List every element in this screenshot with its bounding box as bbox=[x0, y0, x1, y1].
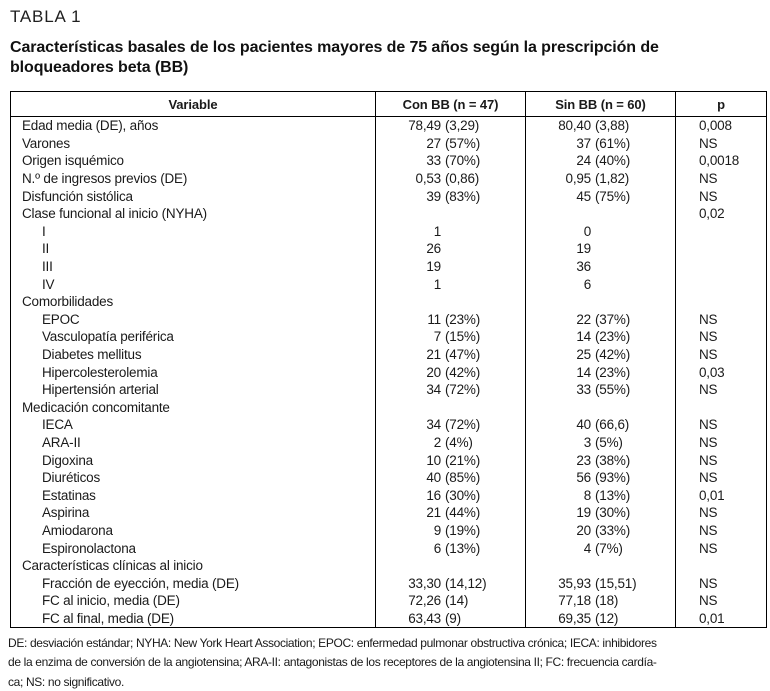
sin-bb-cell: 6 bbox=[526, 275, 676, 293]
sin-bb-cell: 36 bbox=[526, 258, 676, 276]
con-bb-cell: 63,43 (9) bbox=[376, 610, 526, 628]
table-row bbox=[11, 504, 767, 522]
variable-cell: III bbox=[42, 259, 53, 275]
col-header-p: p bbox=[676, 92, 767, 117]
sin-bb-cell: 0 bbox=[526, 223, 676, 241]
sin-bb-cell: 19 bbox=[526, 240, 676, 258]
p-value-cell: NS bbox=[676, 416, 767, 434]
p-value-cell: NS bbox=[676, 311, 767, 329]
variable-cell: Edad media (DE), años bbox=[22, 118, 159, 134]
con-bb-cell: 1 bbox=[376, 223, 526, 241]
table-row bbox=[11, 610, 767, 628]
sin-bb-cell: 80,40 (3,88) bbox=[526, 117, 676, 135]
con-bb-cell: 10 (21%) bbox=[376, 451, 526, 469]
p-value-cell bbox=[676, 293, 767, 311]
sin-bb-cell: 45 (75%) bbox=[526, 187, 676, 205]
sin-bb-cell: 37 (61%) bbox=[526, 135, 676, 153]
con-bb-cell: 26 bbox=[376, 240, 526, 258]
table-row bbox=[11, 135, 767, 153]
sin-bb-cell: 24 (40%) bbox=[526, 152, 676, 170]
con-bb-cell: 40 (85%) bbox=[376, 469, 526, 487]
table-title: Características basales de los pacientes mayores de 75 años según la prescripción de bloqueadores beta (BB) bbox=[10, 39, 659, 76]
p-value-cell: NS bbox=[676, 592, 767, 610]
table-row bbox=[11, 152, 767, 170]
con-bb-cell: 9 (19%) bbox=[376, 522, 526, 540]
footnote-line: ca; NS: no significativo. bbox=[8, 674, 124, 689]
table-header bbox=[11, 92, 767, 117]
con-bb-cell: 19 bbox=[376, 258, 526, 276]
sin-bb-cell: 23 (38%) bbox=[526, 451, 676, 469]
con-bb-cell: 27 (57%) bbox=[376, 135, 526, 153]
table-row bbox=[11, 346, 767, 364]
table-body bbox=[11, 117, 767, 628]
p-value-cell: NS bbox=[676, 539, 767, 557]
table-row bbox=[11, 240, 767, 258]
con-bb-cell: 6 (13%) bbox=[376, 539, 526, 557]
table-row bbox=[11, 311, 767, 329]
variable-cell: Diabetes mellitus bbox=[42, 347, 142, 363]
variable-cell: Origen isquémico bbox=[22, 153, 124, 169]
sin-bb-cell: 25 (42%) bbox=[526, 346, 676, 364]
variable-cell: Fracción de eyección, media (DE) bbox=[42, 575, 239, 591]
table-row bbox=[11, 486, 767, 504]
p-value-cell: NS bbox=[676, 574, 767, 592]
col-header-variable: Variable bbox=[11, 92, 376, 117]
variable-cell: Espironolactona bbox=[42, 540, 136, 556]
p-value-cell: NS bbox=[676, 451, 767, 469]
variable-cell: Características clínicas al inicio bbox=[22, 558, 203, 574]
p-value-cell: NS bbox=[676, 135, 767, 153]
con-bb-cell: 34 (72%) bbox=[376, 416, 526, 434]
table-number-label: TABLA 1 bbox=[10, 7, 82, 26]
con-bb-cell: 1 bbox=[376, 275, 526, 293]
table-row bbox=[11, 381, 767, 399]
sin-bb-cell: 40 (66,6) bbox=[526, 416, 676, 434]
p-value-cell: 0,008 bbox=[676, 117, 767, 135]
variable-cell: Medicación concomitante bbox=[22, 399, 170, 415]
sin-bb-cell bbox=[526, 293, 676, 311]
con-bb-cell: 20 (42%) bbox=[376, 363, 526, 381]
variable-cell: Vasculopatía periférica bbox=[42, 329, 174, 345]
con-bb-cell: 72,26 (14) bbox=[376, 592, 526, 610]
table-row bbox=[11, 170, 767, 188]
variable-cell: FC al inicio, media (DE) bbox=[42, 593, 180, 609]
variable-cell: Disfunción sistólica bbox=[22, 188, 133, 204]
sin-bb-cell: 20 (33%) bbox=[526, 522, 676, 540]
variable-cell: EPOC bbox=[42, 311, 80, 327]
con-bb-cell bbox=[376, 205, 526, 223]
table-row bbox=[11, 187, 767, 205]
con-bb-cell: 21 (44%) bbox=[376, 504, 526, 522]
variable-cell: ARA-II bbox=[42, 434, 81, 450]
con-bb-cell bbox=[376, 399, 526, 417]
con-bb-cell: 2 (4%) bbox=[376, 434, 526, 452]
sin-bb-cell: 56 (93%) bbox=[526, 469, 676, 487]
table-row bbox=[11, 275, 767, 293]
sin-bb-cell: 77,18 (18) bbox=[526, 592, 676, 610]
con-bb-cell: 34 (72%) bbox=[376, 381, 526, 399]
con-bb-cell: 16 (30%) bbox=[376, 486, 526, 504]
con-bb-cell bbox=[376, 557, 526, 575]
p-value-cell: NS bbox=[676, 522, 767, 540]
p-value-cell bbox=[676, 557, 767, 575]
variable-cell: Digoxina bbox=[42, 452, 93, 468]
p-value-cell: NS bbox=[676, 469, 767, 487]
table-row bbox=[11, 469, 767, 487]
table-row bbox=[11, 434, 767, 452]
sin-bb-cell bbox=[526, 557, 676, 575]
p-value-cell: NS bbox=[676, 434, 767, 452]
con-bb-cell bbox=[376, 293, 526, 311]
baseline-characteristics-table bbox=[10, 91, 767, 628]
sin-bb-cell bbox=[526, 205, 676, 223]
con-bb-cell: 0,53 (0,86) bbox=[376, 170, 526, 188]
p-value-cell: 0,02 bbox=[676, 205, 767, 223]
variable-cell: II bbox=[42, 241, 50, 257]
col-header-con-bb: Con BB (n = 47) bbox=[376, 92, 526, 117]
p-value-cell: NS bbox=[676, 187, 767, 205]
variable-cell: Aspirina bbox=[42, 505, 90, 521]
p-value-cell bbox=[676, 399, 767, 417]
p-value-cell: 0,01 bbox=[676, 610, 767, 628]
variable-cell: I bbox=[42, 223, 46, 239]
variable-cell: IECA bbox=[42, 417, 73, 433]
con-bb-cell: 7 (15%) bbox=[376, 328, 526, 346]
con-bb-cell: 33,30 (14,12) bbox=[376, 574, 526, 592]
variable-cell: Varones bbox=[22, 135, 70, 151]
con-bb-cell: 78,49 (3,29) bbox=[376, 117, 526, 135]
table-row bbox=[11, 557, 767, 575]
sin-bb-cell bbox=[526, 399, 676, 417]
con-bb-cell: 39 (83%) bbox=[376, 187, 526, 205]
variable-cell: FC al final, media (DE) bbox=[42, 610, 174, 626]
table-row bbox=[11, 293, 767, 311]
con-bb-cell: 33 (70%) bbox=[376, 152, 526, 170]
variable-cell: Amiodarona bbox=[42, 522, 113, 538]
table-row bbox=[11, 258, 767, 276]
p-value-cell: NS bbox=[676, 381, 767, 399]
table-row bbox=[11, 539, 767, 557]
p-value-cell: NS bbox=[676, 504, 767, 522]
sin-bb-cell: 33 (55%) bbox=[526, 381, 676, 399]
sin-bb-cell: 14 (23%) bbox=[526, 328, 676, 346]
sin-bb-cell: 4 (7%) bbox=[526, 539, 676, 557]
sin-bb-cell: 0,95 (1,82) bbox=[526, 170, 676, 188]
variable-cell: Hipercolesterolemia bbox=[42, 364, 158, 380]
table-row bbox=[11, 205, 767, 223]
variable-cell: N.º de ingresos previos (DE) bbox=[22, 171, 188, 187]
con-bb-cell: 21 (47%) bbox=[376, 346, 526, 364]
table-row bbox=[11, 522, 767, 540]
p-value-cell bbox=[676, 258, 767, 276]
sin-bb-cell: 19 (30%) bbox=[526, 504, 676, 522]
table-row bbox=[11, 416, 767, 434]
p-value-cell: NS bbox=[676, 170, 767, 188]
table-row bbox=[11, 223, 767, 241]
p-value-cell bbox=[676, 275, 767, 293]
variable-cell: Estatinas bbox=[42, 487, 96, 503]
sin-bb-cell: 22 (37%) bbox=[526, 311, 676, 329]
table-row bbox=[11, 592, 767, 610]
table-row bbox=[11, 117, 767, 135]
p-value-cell: 0,03 bbox=[676, 363, 767, 381]
variable-cell: Hipertensión arterial bbox=[42, 382, 159, 398]
p-value-cell: NS bbox=[676, 346, 767, 364]
sin-bb-cell: 69,35 (12) bbox=[526, 610, 676, 628]
p-value-cell: NS bbox=[676, 328, 767, 346]
sin-bb-cell: 8 (13%) bbox=[526, 486, 676, 504]
p-value-cell: 0,0018 bbox=[676, 152, 767, 170]
p-value-cell bbox=[676, 240, 767, 258]
sin-bb-cell: 3 (5%) bbox=[526, 434, 676, 452]
footnote-line: de la enzima de conversión de la angiotensina; ARA-II: antagonistas de los receptores de la angiotensina II; FC: frecuencia cardía- bbox=[8, 655, 657, 670]
p-value-cell bbox=[676, 223, 767, 241]
footnote bbox=[8, 634, 768, 691]
variable-cell: Clase funcional al inicio (NYHA) bbox=[22, 206, 207, 222]
col-header-sin-bb: Sin BB (n = 60) bbox=[526, 92, 676, 117]
p-value-cell: 0,01 bbox=[676, 486, 767, 504]
sin-bb-cell: 14 (23%) bbox=[526, 363, 676, 381]
variable-cell: Diuréticos bbox=[42, 470, 101, 486]
table-row bbox=[11, 363, 767, 381]
table-row bbox=[11, 451, 767, 469]
sin-bb-cell: 35,93 (15,51) bbox=[526, 574, 676, 592]
con-bb-cell: 11 (23%) bbox=[376, 311, 526, 329]
table-row bbox=[11, 328, 767, 346]
variable-cell: IV bbox=[42, 276, 55, 292]
footnote-line: DE: desviación estándar; NYHA: New York Heart Association; EPOC: enfermedad pulmonar obstructiva crónica; IECA: inhibidores bbox=[8, 636, 657, 650]
table-row bbox=[11, 574, 767, 592]
header-row bbox=[11, 92, 767, 117]
variable-cell: Comorbilidades bbox=[22, 294, 113, 310]
table-row bbox=[11, 399, 767, 417]
